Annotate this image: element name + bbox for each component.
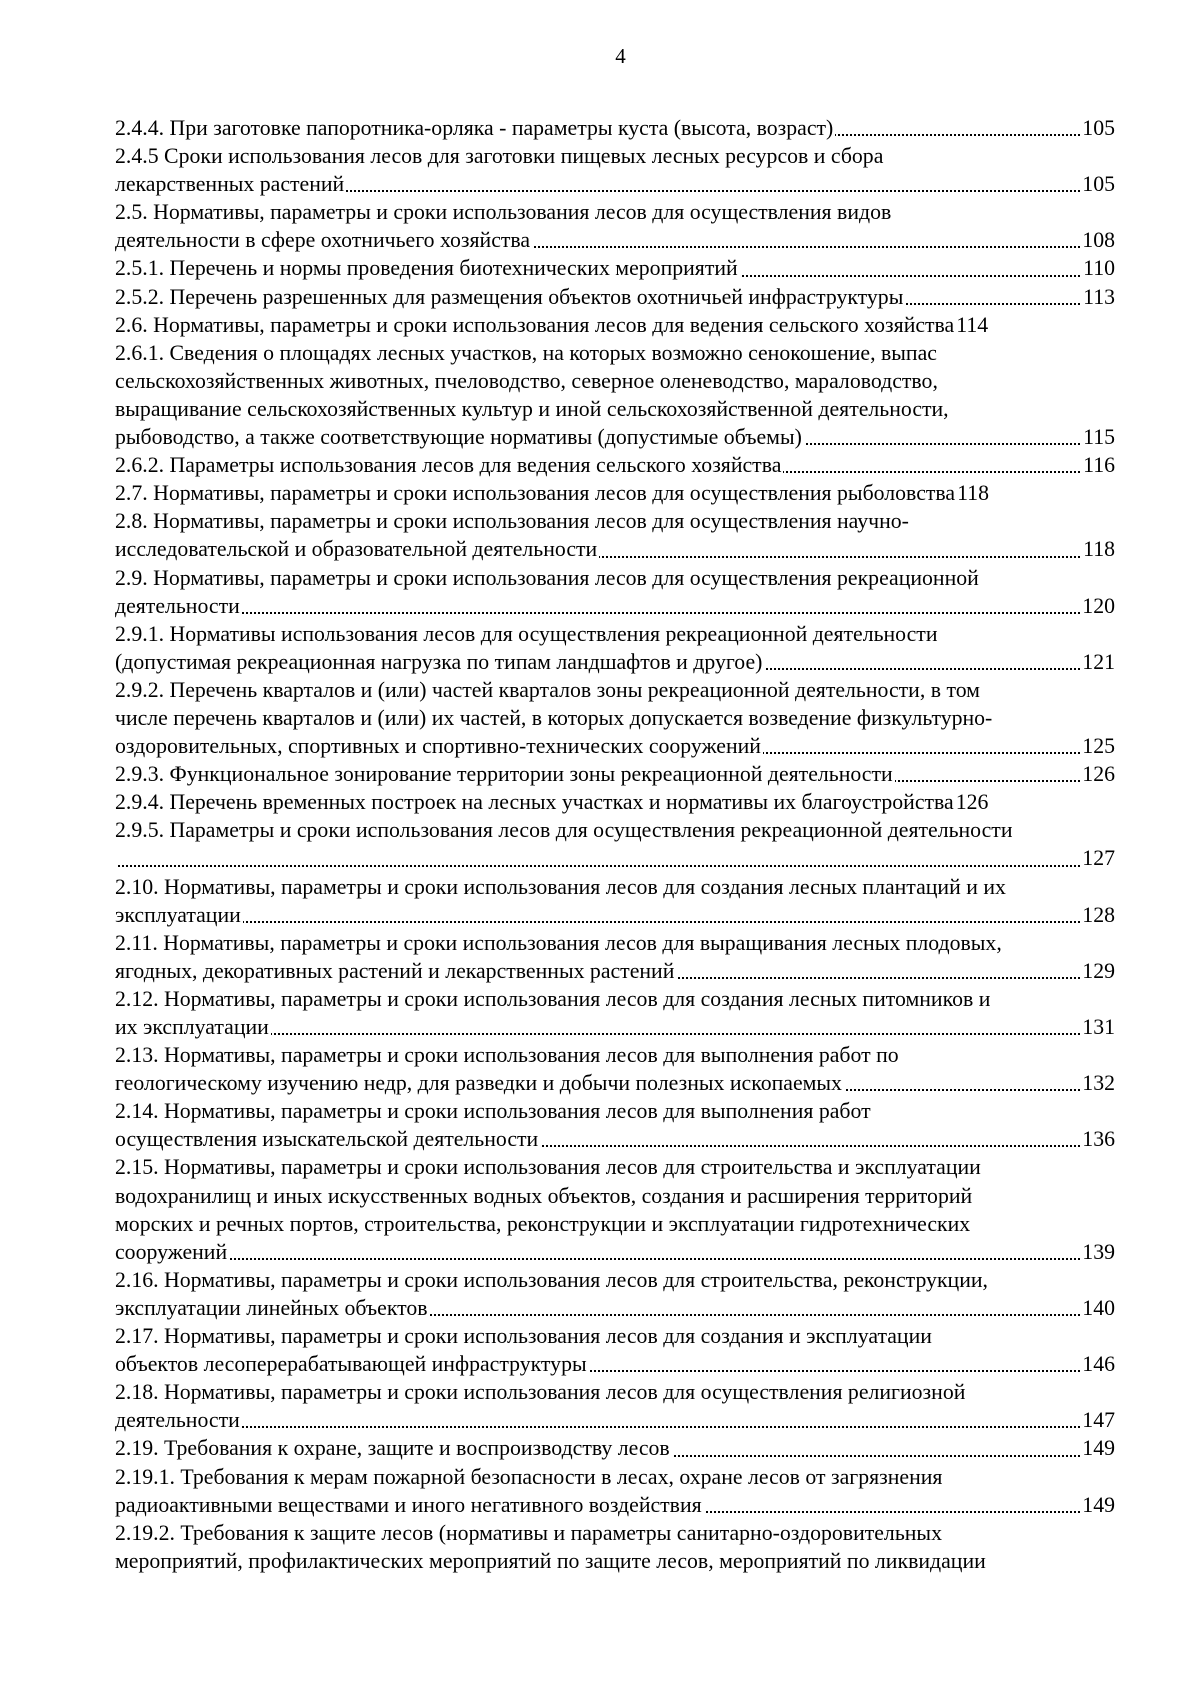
toc-entry-text: 2.6.2. Параметры использования лесов для ведения сельского хозяйства [115, 453, 782, 478]
toc-entry [115, 760, 1115, 788]
toc-entry [115, 620, 1115, 648]
toc-entry-text: 2.12. Нормативы, параметры и сроки использования лесов для создания лесных питомников и [115, 986, 991, 1011]
toc-entry-text: водохранилищ и иных искусственных водных объектов, создания и расширения территорий [115, 1183, 973, 1208]
toc-page-number: 105 [1080, 114, 1115, 142]
toc-page-number: 139 [1080, 1238, 1115, 1266]
toc-entry [115, 1238, 1115, 1266]
toc-entry-text: деятельности [115, 1408, 240, 1433]
toc-entry-text: 2.15. Нормативы, параметры и сроки использования лесов для строительства и эксплуатации [115, 1155, 981, 1180]
toc-page-number: 115 [1081, 423, 1115, 451]
toc-page-number: 126 [955, 790, 989, 815]
toc-page-number: 125 [1080, 732, 1115, 760]
toc-entry [115, 1322, 1115, 1350]
toc-entry-text: 2.4.5 Сроки использования лесов для заготовки пищевых лесных ресурсов и сбора [115, 144, 884, 169]
toc-entry [115, 198, 1115, 226]
toc-entry [115, 142, 1115, 170]
toc-entry-text: 2.6. Нормативы, параметры и сроки использования лесов для ведения сельского хозяйства [115, 312, 955, 337]
toc-entry [115, 1041, 1115, 1069]
toc-entry [115, 564, 1115, 592]
toc-entry [115, 676, 1115, 704]
toc-entry-text: 2.18. Нормативы, параметры и сроки использования лесов для осуществления религиозной [115, 1380, 966, 1405]
toc-page-number: 118 [1081, 535, 1115, 563]
toc-page-number: 136 [1080, 1125, 1115, 1153]
toc-entry-text: морских и речных портов, строительства, реконструкции и эксплуатации гидротехнических [115, 1211, 971, 1236]
toc-entry-text: 2.5. Нормативы, параметры и сроки использования лесов для осуществления видов [115, 200, 892, 225]
toc-entry [115, 957, 1115, 985]
toc-entry-text: сельскохозяйственных животных, пчеловодство, северное оленеводство, мараловодство, [115, 368, 938, 393]
toc-entry [115, 1013, 1115, 1041]
toc-page-number: 118 [957, 481, 989, 506]
toc-entry-text: объектов лесоперерабатывающей инфраструктуры [115, 1352, 587, 1377]
toc-entry-text: 2.9.2. Перечень кварталов и (или) частей кварталов зоны рекреационной деятельности, в том [115, 677, 980, 702]
toc-entry-text: 2.9. Нормативы, параметры и сроки использования лесов для осуществления рекреационной [115, 565, 979, 590]
toc-page-number: 108 [1080, 226, 1115, 254]
toc-page-number: 132 [1080, 1069, 1115, 1097]
toc-entry-text: сооружений [115, 1239, 228, 1264]
toc-entry [115, 1153, 1115, 1181]
toc-entry-text: 2.9.4. Перечень временных построек на лесных участках и нормативы их благоустройства [115, 790, 954, 815]
toc-entry [115, 1406, 1115, 1434]
toc-entry [115, 507, 1115, 535]
toc-entry [115, 226, 1115, 254]
toc-entry [115, 254, 1115, 282]
toc-entry [115, 339, 1115, 367]
toc-entry [115, 816, 1115, 844]
toc-page-number: 127 [1080, 844, 1115, 872]
toc-entry [115, 1125, 1115, 1153]
toc-page-number: 116 [1081, 451, 1115, 479]
toc-entry-text: 2.17. Нормативы, параметры и сроки использования лесов для создания и эксплуатации [115, 1324, 932, 1349]
toc-entry [115, 732, 1115, 760]
toc-entry-text: 2.14. Нормативы, параметры и сроки использования лесов для выполнения работ [115, 1099, 871, 1124]
toc-page-number: 149 [1080, 1434, 1115, 1462]
toc-entry-text: осуществления изыскательской деятельности [115, 1127, 539, 1152]
toc-entry-text: 2.19.1. Требования к мерам пожарной безопасности в лесах, охране лесов от загрязнения [115, 1464, 943, 1489]
toc-entry [115, 479, 1115, 507]
toc-entry-text: 2.6.1. Сведения о площадях лесных участков, на которых возможно сенокошение, выпас [115, 340, 937, 365]
toc-entry [115, 929, 1115, 957]
toc-entry-text: 2.7. Нормативы, параметры и сроки использования лесов для осуществления рыболовства [115, 481, 956, 506]
toc-entry-text: 2.13. Нормативы, параметры и сроки использования лесов для выполнения работ по [115, 1043, 899, 1068]
toc-page-number: 126 [1080, 760, 1115, 788]
toc-entry [115, 648, 1115, 676]
toc-entry [115, 423, 1115, 451]
toc-page-number: 140 [1080, 1294, 1115, 1322]
toc-entry [115, 1097, 1115, 1125]
toc-entry [115, 535, 1115, 563]
toc-entry [115, 311, 1115, 339]
toc-entry-text: геологическому изучению недр, для разведки и добычи полезных ископаемых [115, 1071, 842, 1096]
toc-entry [115, 1491, 1115, 1519]
toc-entry-text: исследовательской и образовательной деятельности [115, 537, 598, 562]
toc-entry [115, 367, 1115, 395]
toc-entry [115, 283, 1115, 311]
toc-entry-text: (допустимая рекреационная нагрузка по типам ландшафтов и другое) [115, 649, 763, 674]
toc-entry [115, 1434, 1115, 1462]
page-number: 4 [615, 44, 626, 68]
toc-entry [115, 704, 1115, 732]
toc-entry-text: числе перечень кварталов и (или) их частей, в которых допускается возведение физкультурно- [115, 705, 993, 730]
toc-entry [115, 1182, 1115, 1210]
toc-entry [115, 1350, 1115, 1378]
toc-entry-text: 2.9.1. Нормативы использования лесов для осуществления рекреационной деятельности [115, 621, 938, 646]
toc-entry [115, 844, 1115, 872]
toc-entry-text: рыбоводство, а также соответствующие нормативы (допустимые объемы) [115, 425, 802, 450]
toc-entry-text: деятельности в сфере охотничьего хозяйства [115, 228, 531, 253]
toc-page-number: 114 [956, 312, 989, 337]
toc-entry [115, 1069, 1115, 1097]
toc-entry [115, 873, 1115, 901]
toc-page-number: 129 [1080, 957, 1115, 985]
toc-entry-text: 2.10. Нормативы, параметры и сроки использования лесов для создания лесных плантаций и их [115, 874, 1006, 899]
toc-entry-text: 2.9.5. Параметры и сроки использования лесов для осуществления рекреационной деятельности [115, 818, 1013, 843]
toc-entry [115, 1463, 1115, 1491]
toc-entry-text: оздоровительных, спортивных и спортивно-технических сооружений [115, 734, 761, 759]
toc-entry-text: выращивание сельскохозяйственных культур и иной сельскохозяйственной деятельности, [115, 396, 949, 421]
toc-entry [115, 901, 1115, 929]
toc-entry-text: 2.5.1. Перечень и нормы проведения биотехнических мероприятий [115, 256, 738, 281]
toc-page-number: 128 [1080, 901, 1115, 929]
toc-page-number: 110 [1081, 254, 1115, 282]
toc-entry-text: 2.11. Нормативы, параметры и сроки использования лесов для выращивания лесных плодовых, [115, 930, 1002, 955]
toc-page-number: 121 [1080, 648, 1115, 676]
toc-page-number: 131 [1080, 1013, 1115, 1041]
toc-entry-text: 2.9.3. Функциональное зонирование территории зоны рекреационной деятельности [115, 762, 893, 787]
toc-page-number: 120 [1080, 592, 1115, 620]
toc-entry-text: эксплуатации линейных объектов [115, 1295, 428, 1320]
toc-entry [115, 1547, 1115, 1575]
toc-page-number: 105 [1080, 170, 1115, 198]
toc-entry [115, 1266, 1115, 1294]
toc-entry-text: 2.8. Нормативы, параметры и сроки использования лесов для осуществления научно- [115, 509, 909, 534]
toc-entry-text: 2.4.4. При заготовке папоротника-орляка - параметры куста (высота, возраст) [115, 116, 834, 140]
toc-entry-text: 2.16. Нормативы, параметры и сроки использования лесов для строительства, реконструкции, [115, 1267, 988, 1292]
toc-entry [115, 985, 1115, 1013]
toc-entry [115, 1210, 1115, 1238]
toc-entry [115, 451, 1115, 479]
toc-entry-text: деятельности [115, 593, 240, 618]
toc-entry-text: радиоактивными веществами и иного негативного воздействия [115, 1492, 702, 1517]
toc-entry-text: лекарственных растений [115, 172, 345, 197]
toc-entry-text: их эксплуатации [115, 1015, 269, 1039]
table-of-contents [115, 114, 1115, 1575]
toc-page-number: 149 [1080, 1491, 1115, 1519]
toc-entry-text: ягодных, декоративных растений и лекарственных растений [115, 958, 675, 983]
toc-entry-text: мероприятий, профилактических мероприятий по защите лесов, мероприятий по ликвидации [115, 1548, 986, 1573]
toc-entry [115, 788, 1115, 816]
toc-entry [115, 170, 1115, 198]
toc-entry-text: 2.5.2. Перечень разрешенных для размещения объектов охотничьей инфраструктуры [115, 284, 904, 309]
toc-entry [115, 1378, 1115, 1406]
toc-entry [115, 395, 1115, 423]
toc-page-number: 147 [1080, 1406, 1115, 1434]
toc-page-number: 113 [1081, 283, 1115, 311]
toc-entry-text [115, 846, 117, 870]
toc-entry [115, 1519, 1115, 1547]
toc-entry-text: эксплуатации [115, 902, 241, 927]
toc-entry-text: 2.19. Требования к охране, защите и воспроизводству лесов [115, 1436, 670, 1461]
toc-page-number: 146 [1080, 1350, 1115, 1378]
toc-entry [115, 592, 1115, 620]
toc-entry [115, 114, 1115, 142]
toc-entry-text: 2.19.2. Требования к защите лесов (нормативы и параметры санитарно-оздоровительных [115, 1520, 942, 1545]
toc-entry [115, 1294, 1115, 1322]
